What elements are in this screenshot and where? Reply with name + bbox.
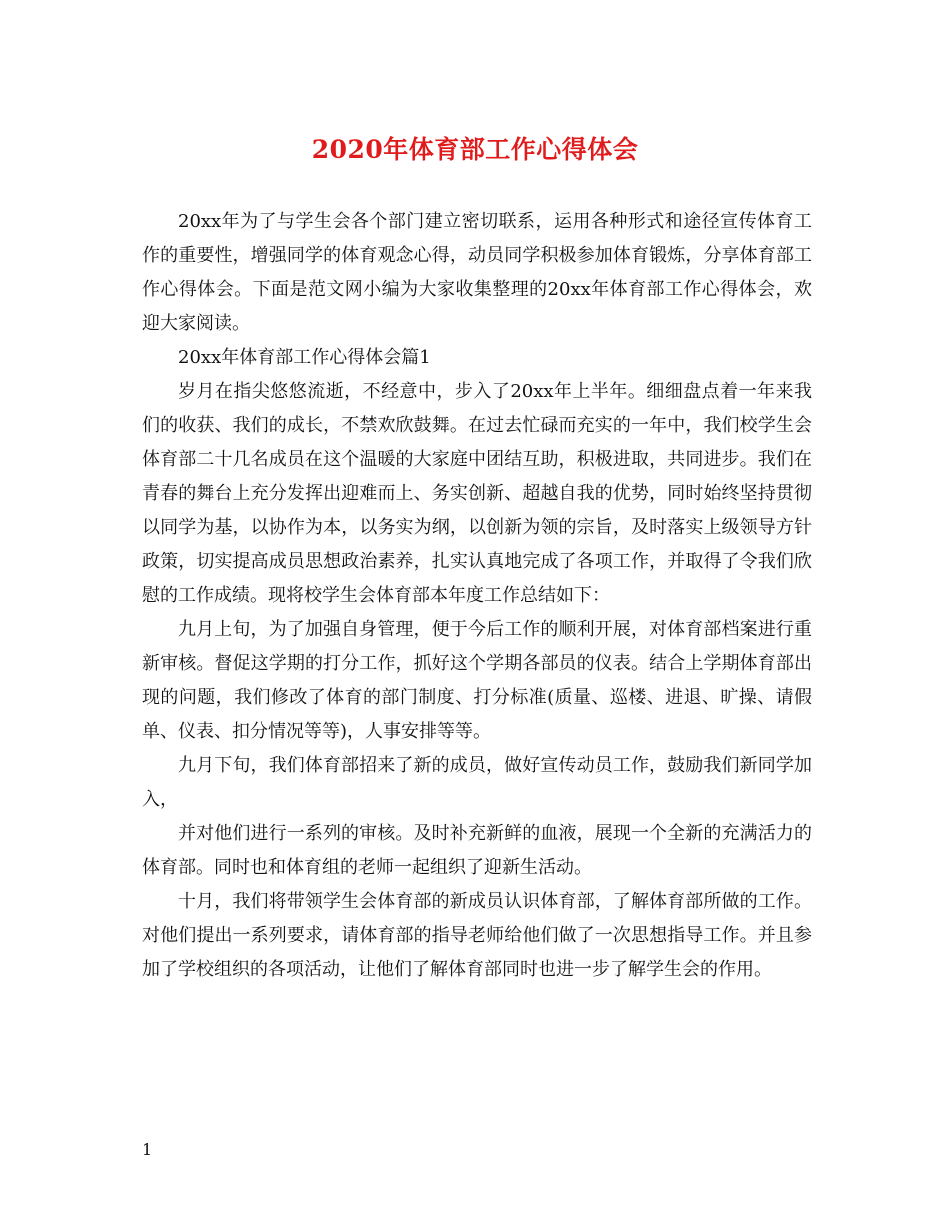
paragraph-intro: 20xx年为了与学生会各个部门建立密切联系，运用各种形式和途径宣传体育工作的重要性，增强同学的体育观念心得，动员同学积极参加体育锻炼，分享体育部工作心得体会。下面是范文网小编为大家收集整理的20xx年体育部工作心得体会，欢迎大家阅读。 <box>142 211 812 334</box>
paragraph-september-late-continued: 并对他们进行一系列的审核。及时补充新鲜的血液，展现一个全新的充满活力的体育部。同时也和体育组的老师一起组织了迎新生活动。 <box>142 823 812 878</box>
paragraph-september-late: 九月下旬，我们体育部招来了新的成员，做好宣传动员工作，鼓励我们新同学加入， <box>142 755 812 810</box>
document-body <box>142 205 812 987</box>
paragraph-summary: 岁月在指尖悠悠流逝，不经意中，步入了20xx年上半年。细细盘点着一年来我们的收获、我们的成长，不禁欢欣鼓舞。在过去忙碌而充实的一年中，我们校学生会体育部二十几名成员在这个温暖的大家庭中团结互助，积极进取，共同进步。我们在青春的舞台上充分发挥出迎难而上、务实创新、超越自我的优势，同时始终坚持贯彻以同学为基，以协作为本，以务实为纲，以创新为领的宗旨，及时落实上级领导方针政策，切实提高成员思想政治素养，扎实认真地完成了各项工作，并取得了令我们欣慰的工作成绩。现将校学生会体育部本年度工作总结如下： <box>142 381 812 606</box>
paragraph-september-early: 九月上旬，为了加强自身管理，便于今后工作的顺利开展，对体育部档案进行重新审核。督促这学期的打分工作，抓好这个学期各部员的仪表。结合上学期体育部出现的问题，我们修改了体育的部门制度、打分标准(质量、巡楼、进退、旷操、请假单、仪表、扣分情况等等)，人事安排等等。 <box>142 619 812 742</box>
page-number: 1 <box>142 1140 153 1159</box>
section-heading: 20xx年体育部工作心得体会篇1 <box>178 347 431 368</box>
document-title: 2020年体育部工作心得体会 <box>311 135 639 164</box>
paragraph-october: 十月，我们将带领学生会体育部的新成员认识体育部，了解体育部所做的工作。对他们提出一系列要求，请体育部的指导老师给他们做了一次思想指导工作。并且参加了学校组织的各项活动，让他们了解体育部同时也进一步了解学生会的作用。 <box>142 891 812 980</box>
